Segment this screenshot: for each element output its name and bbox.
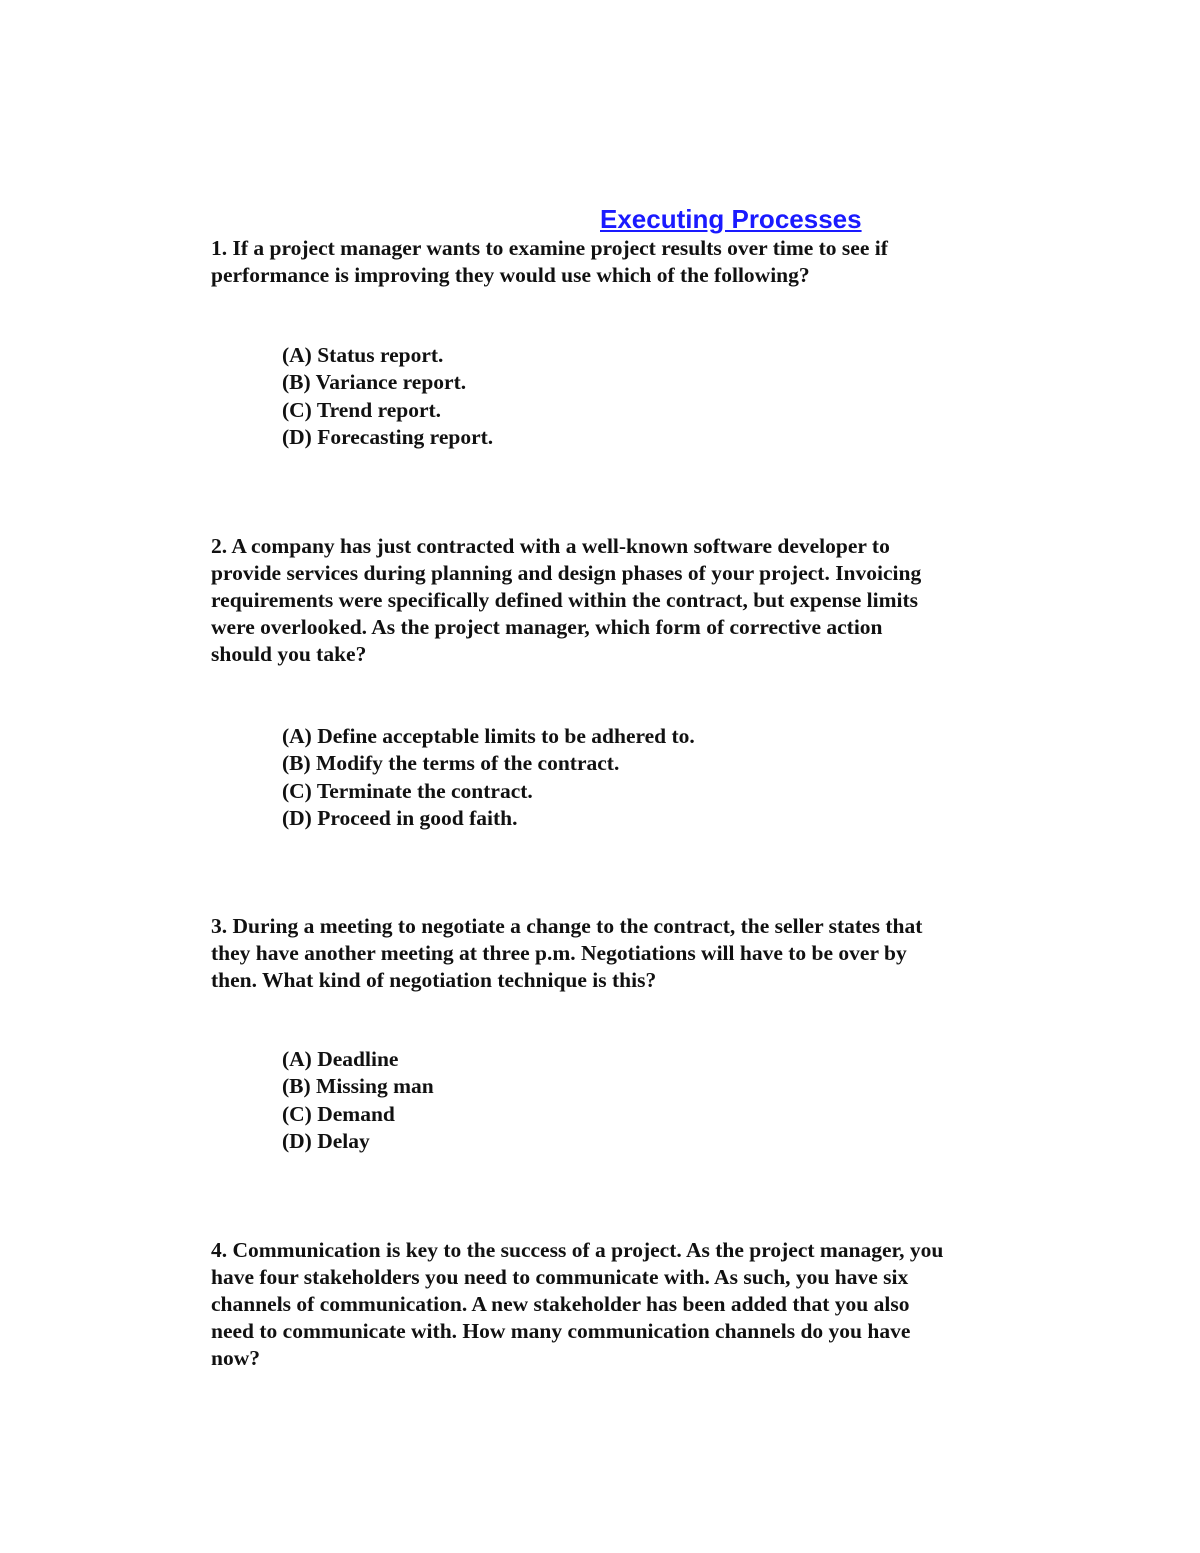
question-3-option-a: (A) Deadline <box>282 1047 399 1071</box>
page-title: Executing Processes <box>600 204 862 234</box>
question-3-options <box>282 1046 434 1155</box>
question-4-text: 4. Communication is key to the success of a project. As the project manager, you have four stakeholders you need to communicate with. As such, you have six channels of communication. A new stakeholder has been added that you also need to communicate with. How many communication channels do you have now? <box>211 1238 944 1370</box>
question-2-option-c: (C) Terminate the contract. <box>282 778 533 803</box>
question-1-options <box>282 342 493 451</box>
question-1-option-d: (D) Forecasting report. <box>282 424 494 449</box>
question-2-option-b: (B) Modify the terms of the contract. <box>282 751 620 776</box>
question-2-options <box>282 723 695 832</box>
question-1-text: 1. If a project manager wants to examine project results over time to see if performance is improving they would use which of the following? <box>211 236 888 287</box>
question-2-option-d: (D) Proceed in good faith. <box>282 805 518 830</box>
question-3-text: 3. During a meeting to negotiate a change to the contract, the seller states that they have another meeting at three p.m. Negotiations will have to be over by then. What kind of negotiation technique is this? <box>211 914 923 992</box>
question-2-text: 2. A company has just contracted with a well-known software developer to provide services during planning and design phases of your project. Invoicing requirements were specifically defined within the contract, but expense limits were overlooked. As the project manager, which form of corrective action should you take? <box>211 534 922 666</box>
question-3-option-b: (B) Missing man <box>282 1074 434 1099</box>
question-1-option-b: (B) Variance report. <box>282 370 467 395</box>
question-2-option-a: (A) Define acceptable limits to be adhered to. <box>282 724 695 748</box>
question-1-option-c: (C) Trend report. <box>282 397 442 422</box>
question-3-option-d: (D) Delay <box>282 1128 370 1153</box>
question-3-option-c: (C) Demand <box>282 1101 395 1126</box>
question-1-option-a: (A) Status report. <box>282 343 444 367</box>
